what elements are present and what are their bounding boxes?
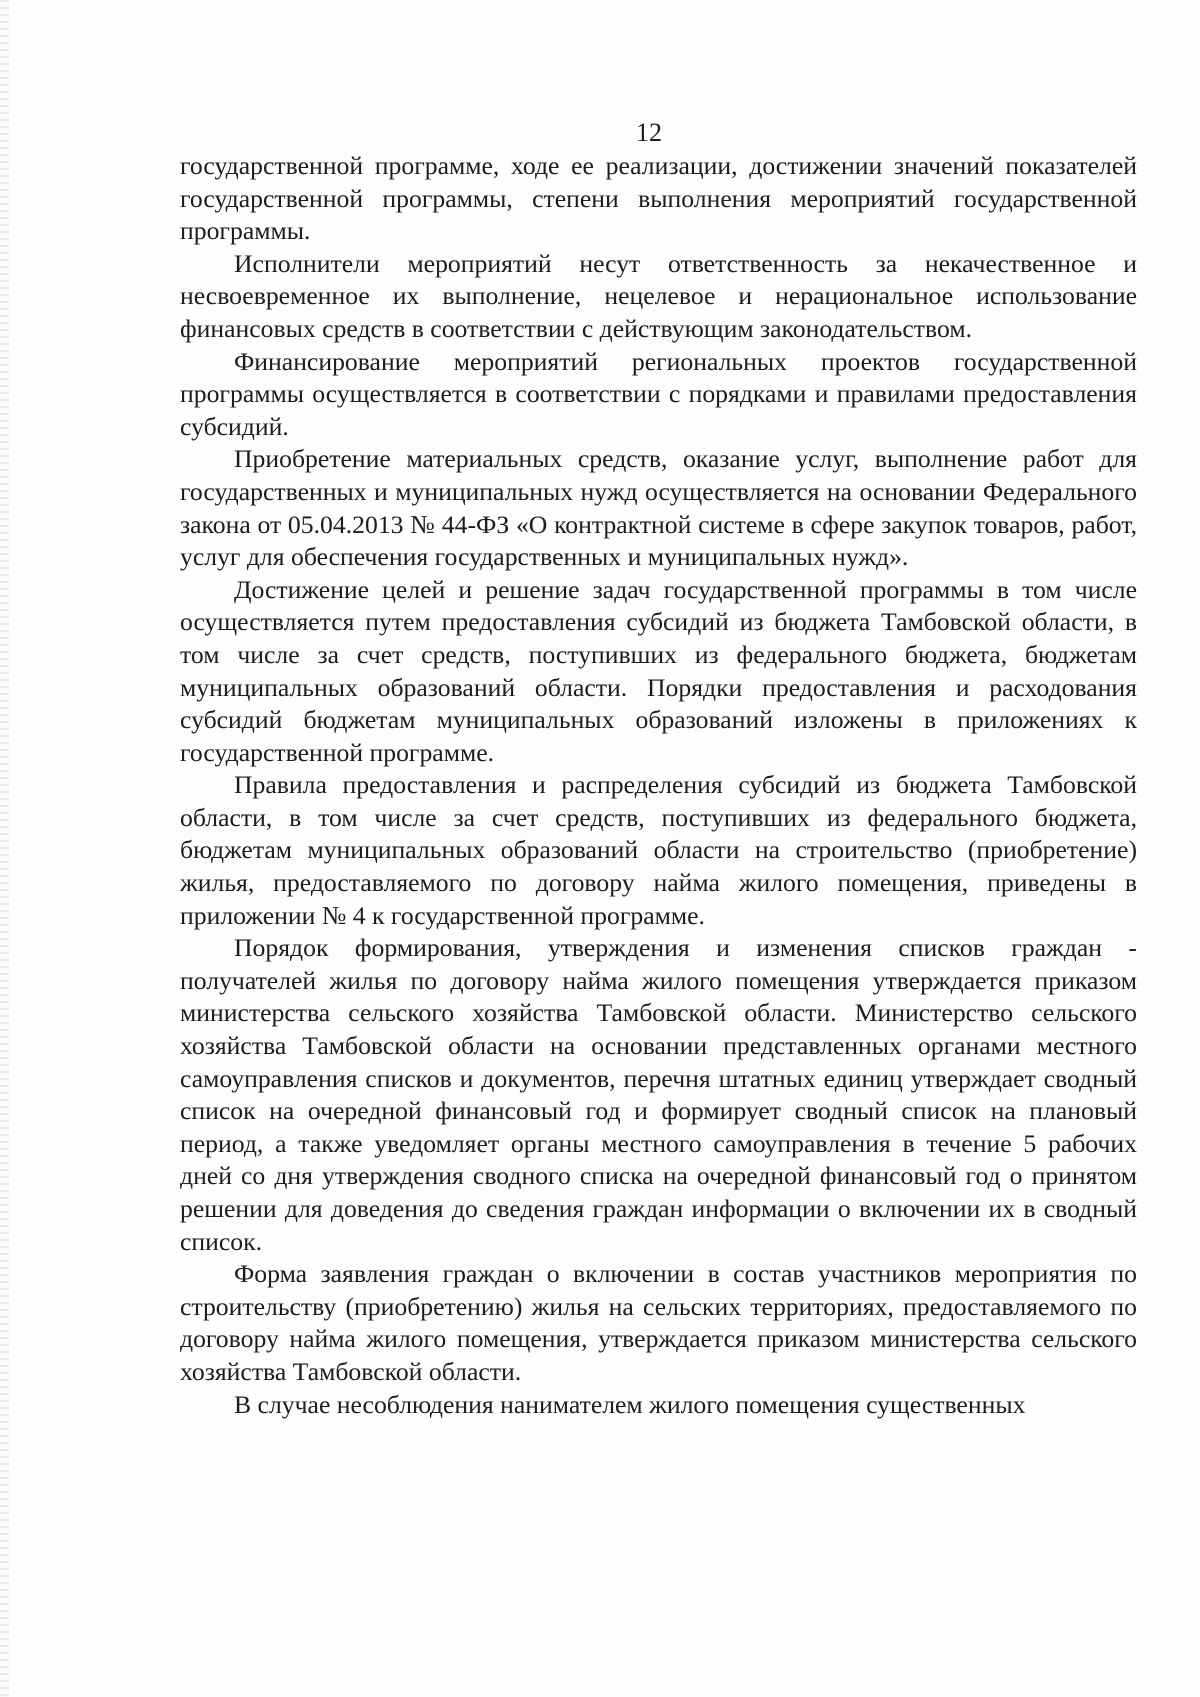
paragraph-subsidy-rules: Правила предоставления и распределения субсидий из бюджета Тамбовской области, в том числе за счет средств, поступивших из федерального бюджета, бюджетам муниципальных образований области на строительство (приобретение) жилья, предоставляемого по договору найма жилого помещения, приведены в приложении № 4 к государственной программе. [180,770,1137,930]
page-number: 12 [636,118,662,147]
paragraph-application-form: Форма заявления граждан о включении в состав участников мероприятия по строительству (приобретению) жилья на сельских территориях, предоставляемого по договору найма жилого помещения, утверждается приказом министерства сельского хозяйства Тамбовской области. [180,1259,1137,1386]
paragraph-executors-responsibility: Исполнители мероприятий несут ответственность за некачественное и несвоевременное их выполнение, нецелевое и нерациональное использование финансовых средств в соответствии с действующим законодательством. [180,248,1137,343]
paragraph-subsidies: Достижение целей и решение задач государственной программы в том числе осуществляется путем предоставления субсидий из бюджета Тамбовской области, в том числе за счет средств, поступивших из федерального бюджета, бюджетам муниципальных образований области. Порядки предоставления и расходования субсидий бюджетам муниципальных образований изложены в приложениях к государственной программе. [180,574,1137,767]
paragraph-procurement: Приобретение материальных средств, оказание услуг, выполнение работ для государственных и муниципальных нужд осуществляется на основании Федерального закона от 05.04.2013 № 44-ФЗ «О контрактной системе в сфере закупок товаров, работ, услуг для обеспечения государственных и муниципальных нужд». [180,444,1137,572]
paragraph-tenant-violations: В случае несоблюдения нанимателем жилого помещения существенных [234,1389,1026,1419]
scan-edge [0,0,9,1697]
paragraph-continuation: государственной программе, ходе ее реализации, достижении значений показателей государственной программы, степени выполнения мероприятий государственной программы. [180,151,1137,246]
document-body [180,150,1137,1421]
paragraph-citizen-lists: Порядок формирования, утверждения и изменения списков граждан - получателей жилья по договору найма жилого помещения утверждается приказом министерства сельского хозяйства Тамбовской области. Министерство сельского хозяйства Тамбовской области на основании представленных органами местного самоуправления списков и документов, перечня штатных единиц утверждает сводный список на очередной финансовый год и формирует сводный список на плановый период, а также уведомляет органы местного самоуправления в течение 5 рабочих дней со дня утверждения сводного списка на очередной финансовый год о принятом решении для доведения до сведения граждан информации о включении их в сводный список. [180,933,1137,1256]
paragraph-regional-projects-financing: Финансирование мероприятий региональных проектов государственной программы осуществляется в соответствии с порядками и правилами предоставления субсидий. [180,346,1137,441]
